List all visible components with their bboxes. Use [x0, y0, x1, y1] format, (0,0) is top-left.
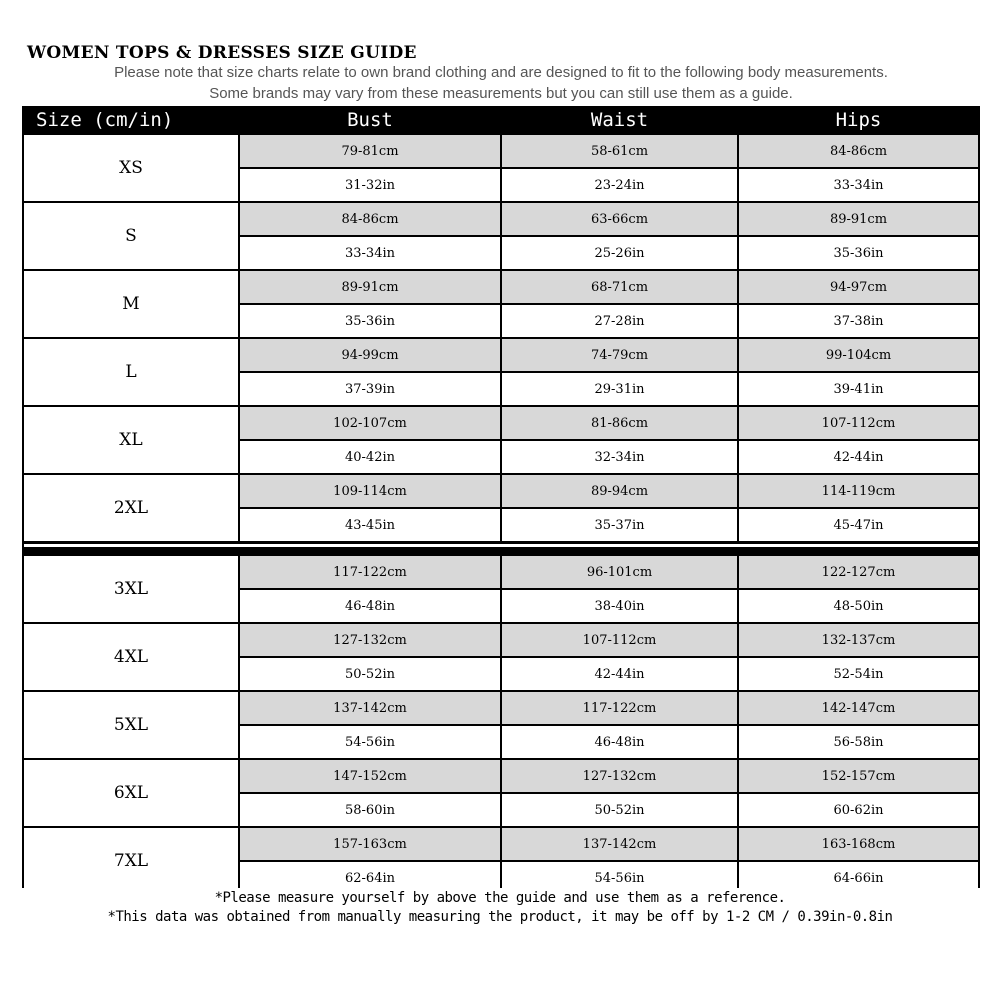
waist-in-cell: 25-26in: [502, 237, 737, 269]
hips-in-cell: 33-34in: [739, 169, 978, 201]
waist-cm-cell: 89-94cm: [502, 475, 737, 507]
waist-in-cell: 35-37in: [502, 509, 737, 541]
bust-cm-cell: 79-81cm: [240, 135, 500, 167]
bust-cm-cell: 117-122cm: [240, 556, 500, 588]
size-label: 2XL: [24, 475, 238, 541]
page-title: WOMEN TOPS & DRESSES SIZE GUIDE: [27, 43, 417, 63]
hips-cm-cell: 122-127cm: [739, 556, 978, 588]
hips-in-cell: 64-66in: [739, 862, 978, 894]
waist-cm-cell: 63-66cm: [502, 203, 737, 235]
waist-in-cell: 38-40in: [502, 590, 737, 622]
hips-cm-cell: 99-104cm: [739, 339, 978, 371]
bust-in-cell: 62-64in: [240, 862, 500, 894]
intro-note-line-2: Some brands may vary from these measurements but you can still use them as a guide.: [209, 85, 793, 102]
waist-cm-cell: 127-132cm: [502, 760, 737, 792]
waist-cm-cell: 137-142cm: [502, 828, 737, 860]
hips-cm-cell: 132-137cm: [739, 624, 978, 656]
size-label: L: [24, 339, 238, 405]
hips-cm-cell: 107-112cm: [739, 407, 978, 439]
waist-cm-cell: 96-101cm: [502, 556, 737, 588]
waist-cm-cell: 107-112cm: [502, 624, 737, 656]
hips-in-cell: 52-54in: [739, 658, 978, 690]
header-bust: Bust: [347, 109, 393, 131]
hips-cm-cell: 163-168cm: [739, 828, 978, 860]
header-waist: Waist: [590, 109, 649, 131]
hips-cm-cell: 152-157cm: [739, 760, 978, 792]
hips-cm-cell: 142-147cm: [739, 692, 978, 724]
waist-cm-cell: 117-122cm: [502, 692, 737, 724]
bust-cm-cell: 84-86cm: [240, 203, 500, 235]
size-label: S: [24, 203, 238, 269]
size-label: M: [24, 271, 238, 337]
bust-in-cell: 35-36in: [240, 305, 500, 337]
waist-in-cell: 29-31in: [502, 373, 737, 405]
group-separator: [24, 544, 978, 547]
bust-in-cell: 54-56in: [240, 726, 500, 758]
hips-in-cell: 56-58in: [739, 726, 978, 758]
size-label: XS: [24, 135, 238, 201]
bust-cm-cell: 89-91cm: [240, 271, 500, 303]
size-label: 5XL: [24, 692, 238, 758]
bust-cm-cell: 147-152cm: [240, 760, 500, 792]
bust-in-cell: 31-32in: [240, 169, 500, 201]
hips-in-cell: 48-50in: [739, 590, 978, 622]
footnote-accuracy: *This data was obtained from manually measuring the product, it may be off by 1-2 CM / 0.39in-0.8in: [107, 909, 893, 925]
waist-in-cell: 32-34in: [502, 441, 737, 473]
hips-in-cell: 60-62in: [739, 794, 978, 826]
bust-cm-cell: 102-107cm: [240, 407, 500, 439]
size-label: XL: [24, 407, 238, 473]
bust-cm-cell: 137-142cm: [240, 692, 500, 724]
waist-cm-cell: 81-86cm: [502, 407, 737, 439]
bust-cm-cell: 157-163cm: [240, 828, 500, 860]
hips-cm-cell: 89-91cm: [739, 203, 978, 235]
footnote-measure: *Please measure yourself by above the guide and use them as a reference.: [214, 890, 786, 906]
size-label: 6XL: [24, 760, 238, 826]
waist-in-cell: 23-24in: [502, 169, 737, 201]
waist-cm-cell: 68-71cm: [502, 271, 737, 303]
bust-in-cell: 40-42in: [240, 441, 500, 473]
hips-in-cell: 39-41in: [739, 373, 978, 405]
hips-in-cell: 42-44in: [739, 441, 978, 473]
bust-in-cell: 37-39in: [240, 373, 500, 405]
bust-in-cell: 43-45in: [240, 509, 500, 541]
bust-cm-cell: 94-99cm: [240, 339, 500, 371]
waist-in-cell: 42-44in: [502, 658, 737, 690]
hips-in-cell: 37-38in: [739, 305, 978, 337]
size-chart-table: [22, 106, 980, 888]
waist-cm-cell: 74-79cm: [502, 339, 737, 371]
bust-cm-cell: 109-114cm: [240, 475, 500, 507]
header-hips: Hips: [835, 109, 882, 131]
header-size: Size (cm/in): [36, 109, 174, 131]
bust-in-cell: 33-34in: [240, 237, 500, 269]
waist-in-cell: 50-52in: [502, 794, 737, 826]
size-label: 7XL: [24, 828, 238, 894]
waist-cm-cell: 58-61cm: [502, 135, 737, 167]
bust-in-cell: 58-60in: [240, 794, 500, 826]
hips-cm-cell: 114-119cm: [739, 475, 978, 507]
table-header: [22, 106, 980, 133]
hips-in-cell: 45-47in: [739, 509, 978, 541]
size-label: 3XL: [24, 556, 238, 622]
bust-cm-cell: 127-132cm: [240, 624, 500, 656]
bust-in-cell: 46-48in: [240, 590, 500, 622]
bust-in-cell: 50-52in: [240, 658, 500, 690]
waist-in-cell: 54-56in: [502, 862, 737, 894]
intro-note-line-1: Please note that size charts relate to own brand clothing and are designed to fit to the following body measurements.: [114, 64, 888, 81]
waist-in-cell: 27-28in: [502, 305, 737, 337]
hips-cm-cell: 84-86cm: [739, 135, 978, 167]
hips-in-cell: 35-36in: [739, 237, 978, 269]
hips-cm-cell: 94-97cm: [739, 271, 978, 303]
waist-in-cell: 46-48in: [502, 726, 737, 758]
size-label: 4XL: [24, 624, 238, 690]
